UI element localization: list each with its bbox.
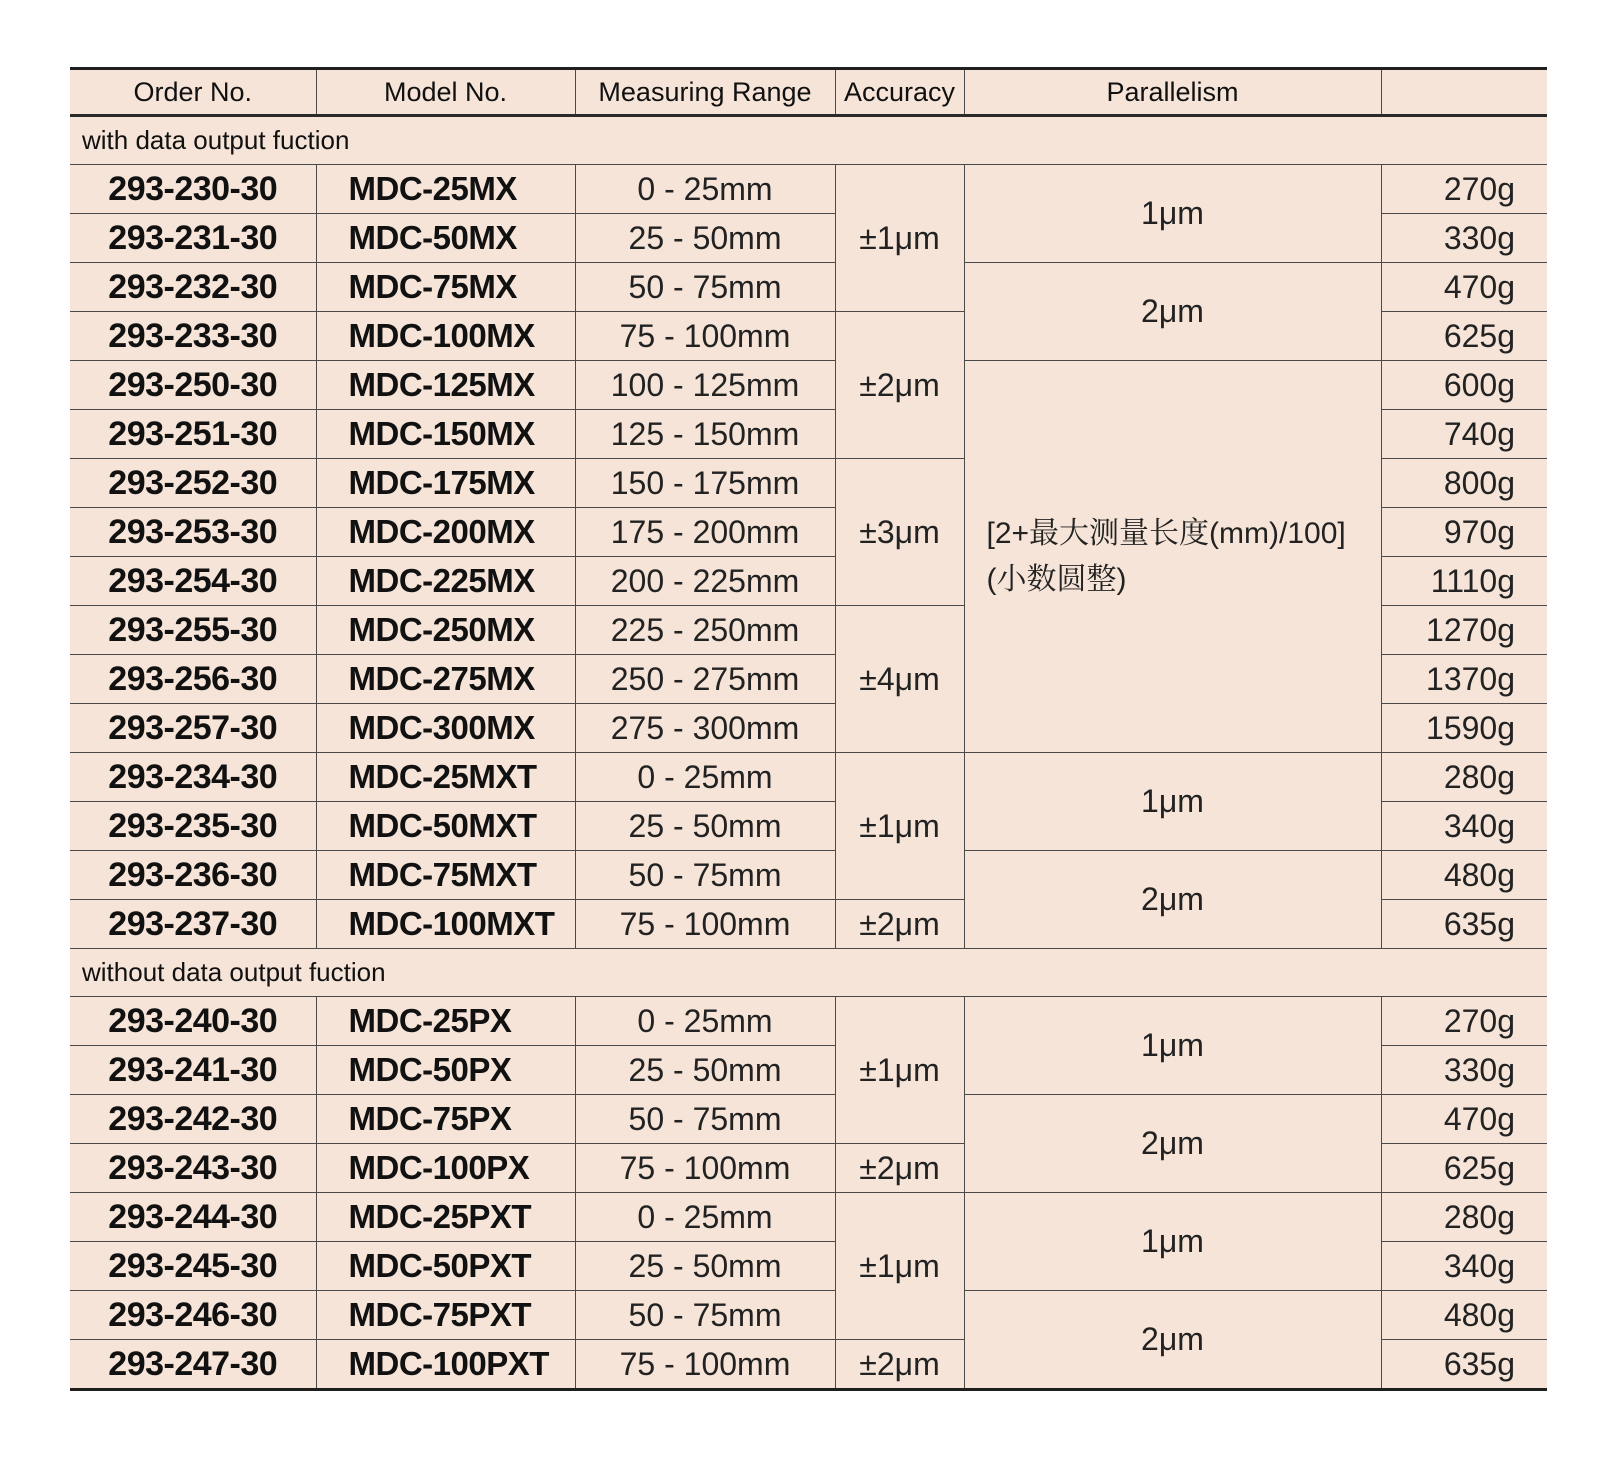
header-weight	[1381, 69, 1547, 116]
order-no-cell: 293-230-30	[70, 165, 316, 214]
weight-cell: 330g	[1381, 1046, 1547, 1095]
parallelism-cell: 1μm	[964, 997, 1381, 1095]
order-no-cell: 293-243-30	[70, 1144, 316, 1193]
order-no-cell: 293-250-30	[70, 361, 316, 410]
model-no-cell: MDC-175MX	[316, 459, 575, 508]
weight-cell: 280g	[1381, 1193, 1547, 1242]
header-accuracy: Accuracy	[835, 69, 964, 116]
parallelism-formula-cell: [2+最大测量长度(mm)/100] (小数圆整)	[964, 361, 1381, 753]
model-no-cell: MDC-100MX	[316, 312, 575, 361]
order-no-cell: 293-253-30	[70, 508, 316, 557]
model-no-cell: MDC-25PX	[316, 997, 575, 1046]
weight-cell: 740g	[1381, 410, 1547, 459]
section-title: with data output fuction	[70, 116, 1547, 165]
measuring-range-cell: 50 - 75mm	[575, 851, 835, 900]
model-no-cell: MDC-50PX	[316, 1046, 575, 1095]
weight-cell: 1110g	[1381, 557, 1547, 606]
order-no-cell: 293-252-30	[70, 459, 316, 508]
weight-cell: 270g	[1381, 997, 1547, 1046]
weight-cell: 270g	[1381, 165, 1547, 214]
order-no-cell: 293-241-30	[70, 1046, 316, 1095]
measuring-range-cell: 25 - 50mm	[575, 1242, 835, 1291]
model-no-cell: MDC-75PXT	[316, 1291, 575, 1340]
table-row	[70, 997, 1547, 1046]
section-row	[70, 949, 1547, 997]
model-no-cell: MDC-50MX	[316, 214, 575, 263]
measuring-range-cell: 125 - 150mm	[575, 410, 835, 459]
weight-cell: 970g	[1381, 508, 1547, 557]
measuring-range-cell: 275 - 300mm	[575, 704, 835, 753]
section-title: without data output fuction	[70, 949, 1547, 997]
order-no-cell: 293-232-30	[70, 263, 316, 312]
weight-cell: 635g	[1381, 1340, 1547, 1390]
table-row	[70, 1291, 1547, 1340]
weight-cell: 1590g	[1381, 704, 1547, 753]
table-row	[70, 361, 1547, 410]
measuring-range-cell: 0 - 25mm	[575, 1193, 835, 1242]
measuring-range-cell: 75 - 100mm	[575, 1144, 835, 1193]
order-no-cell: 293-231-30	[70, 214, 316, 263]
measuring-range-cell: 0 - 25mm	[575, 165, 835, 214]
measuring-range-cell: 75 - 100mm	[575, 900, 835, 949]
model-no-cell: MDC-150MX	[316, 410, 575, 459]
measuring-range-cell: 50 - 75mm	[575, 263, 835, 312]
order-no-cell: 293-255-30	[70, 606, 316, 655]
table-body	[70, 116, 1547, 1390]
measuring-range-cell: 225 - 250mm	[575, 606, 835, 655]
accuracy-cell: ±4μm	[835, 606, 964, 753]
measuring-range-cell: 25 - 50mm	[575, 1046, 835, 1095]
header-measuring-range: Measuring Range	[575, 69, 835, 116]
measuring-range-cell: 75 - 100mm	[575, 1340, 835, 1390]
order-no-cell: 293-247-30	[70, 1340, 316, 1390]
accuracy-cell: ±2μm	[835, 1340, 964, 1390]
order-no-cell: 293-245-30	[70, 1242, 316, 1291]
weight-cell: 800g	[1381, 459, 1547, 508]
parallelism-cell: 2μm	[964, 1095, 1381, 1193]
model-no-cell: MDC-75MXT	[316, 851, 575, 900]
model-no-cell: MDC-25PXT	[316, 1193, 575, 1242]
measuring-range-cell: 50 - 75mm	[575, 1095, 835, 1144]
model-no-cell: MDC-200MX	[316, 508, 575, 557]
model-no-cell: MDC-100PXT	[316, 1340, 575, 1390]
model-no-cell: MDC-25MXT	[316, 753, 575, 802]
measuring-range-cell: 0 - 25mm	[575, 997, 835, 1046]
parallelism-cell: 1μm	[964, 753, 1381, 851]
parallelism-cell: 2μm	[964, 263, 1381, 361]
spec-table	[70, 67, 1547, 1391]
accuracy-cell: ±1μm	[835, 165, 964, 312]
weight-cell: 635g	[1381, 900, 1547, 949]
order-no-cell: 293-237-30	[70, 900, 316, 949]
measuring-range-cell: 50 - 75mm	[575, 1291, 835, 1340]
table-row	[70, 851, 1547, 900]
weight-cell: 480g	[1381, 1291, 1547, 1340]
measuring-range-cell: 75 - 100mm	[575, 312, 835, 361]
accuracy-cell: ±1μm	[835, 997, 964, 1144]
header-parallelism: Parallelism	[964, 69, 1381, 116]
weight-cell: 1370g	[1381, 655, 1547, 704]
accuracy-cell: ±2μm	[835, 900, 964, 949]
order-no-cell: 293-246-30	[70, 1291, 316, 1340]
header-order-no: Order No.	[70, 69, 316, 116]
header-model-no: Model No.	[316, 69, 575, 116]
weight-cell: 470g	[1381, 263, 1547, 312]
table-row	[70, 753, 1547, 802]
accuracy-cell: ±1μm	[835, 1193, 964, 1340]
order-no-cell: 293-254-30	[70, 557, 316, 606]
order-no-cell: 293-240-30	[70, 997, 316, 1046]
table-row	[70, 263, 1547, 312]
measuring-range-cell: 150 - 175mm	[575, 459, 835, 508]
model-no-cell: MDC-50MXT	[316, 802, 575, 851]
order-no-cell: 293-234-30	[70, 753, 316, 802]
header-row	[70, 69, 1547, 116]
weight-cell: 340g	[1381, 1242, 1547, 1291]
order-no-cell: 293-257-30	[70, 704, 316, 753]
weight-cell: 600g	[1381, 361, 1547, 410]
measuring-range-cell: 200 - 225mm	[575, 557, 835, 606]
weight-cell: 470g	[1381, 1095, 1547, 1144]
accuracy-cell: ±2μm	[835, 312, 964, 459]
model-no-cell: MDC-250MX	[316, 606, 575, 655]
model-no-cell: MDC-75PX	[316, 1095, 575, 1144]
model-no-cell: MDC-125MX	[316, 361, 575, 410]
order-no-cell: 293-233-30	[70, 312, 316, 361]
parallelism-cell: 2μm	[964, 1291, 1381, 1390]
parallelism-cell: 1μm	[964, 1193, 1381, 1291]
order-no-cell: 293-242-30	[70, 1095, 316, 1144]
measuring-range-cell: 250 - 275mm	[575, 655, 835, 704]
weight-cell: 280g	[1381, 753, 1547, 802]
weight-cell: 340g	[1381, 802, 1547, 851]
model-no-cell: MDC-50PXT	[316, 1242, 575, 1291]
order-no-cell: 293-251-30	[70, 410, 316, 459]
model-no-cell: MDC-100PX	[316, 1144, 575, 1193]
weight-cell: 625g	[1381, 312, 1547, 361]
parallelism-cell: 1μm	[964, 165, 1381, 263]
measuring-range-cell: 175 - 200mm	[575, 508, 835, 557]
order-no-cell: 293-235-30	[70, 802, 316, 851]
accuracy-cell: ±2μm	[835, 1144, 964, 1193]
model-no-cell: MDC-225MX	[316, 557, 575, 606]
model-no-cell: MDC-100MXT	[316, 900, 575, 949]
table-row	[70, 165, 1547, 214]
order-no-cell: 293-244-30	[70, 1193, 316, 1242]
order-no-cell: 293-236-30	[70, 851, 316, 900]
measuring-range-cell: 0 - 25mm	[575, 753, 835, 802]
accuracy-cell: ±1μm	[835, 753, 964, 900]
weight-cell: 330g	[1381, 214, 1547, 263]
section-row	[70, 116, 1547, 165]
measuring-range-cell: 25 - 50mm	[575, 802, 835, 851]
measuring-range-cell: 25 - 50mm	[575, 214, 835, 263]
model-no-cell: MDC-300MX	[316, 704, 575, 753]
model-no-cell: MDC-25MX	[316, 165, 575, 214]
weight-cell: 1270g	[1381, 606, 1547, 655]
model-no-cell: MDC-275MX	[316, 655, 575, 704]
accuracy-cell: ±3μm	[835, 459, 964, 606]
measuring-range-cell: 100 - 125mm	[575, 361, 835, 410]
table-header	[70, 69, 1547, 116]
weight-cell: 625g	[1381, 1144, 1547, 1193]
parallelism-cell: 2μm	[964, 851, 1381, 949]
order-no-cell: 293-256-30	[70, 655, 316, 704]
weight-cell: 480g	[1381, 851, 1547, 900]
table-row	[70, 1193, 1547, 1242]
model-no-cell: MDC-75MX	[316, 263, 575, 312]
table-row	[70, 1095, 1547, 1144]
